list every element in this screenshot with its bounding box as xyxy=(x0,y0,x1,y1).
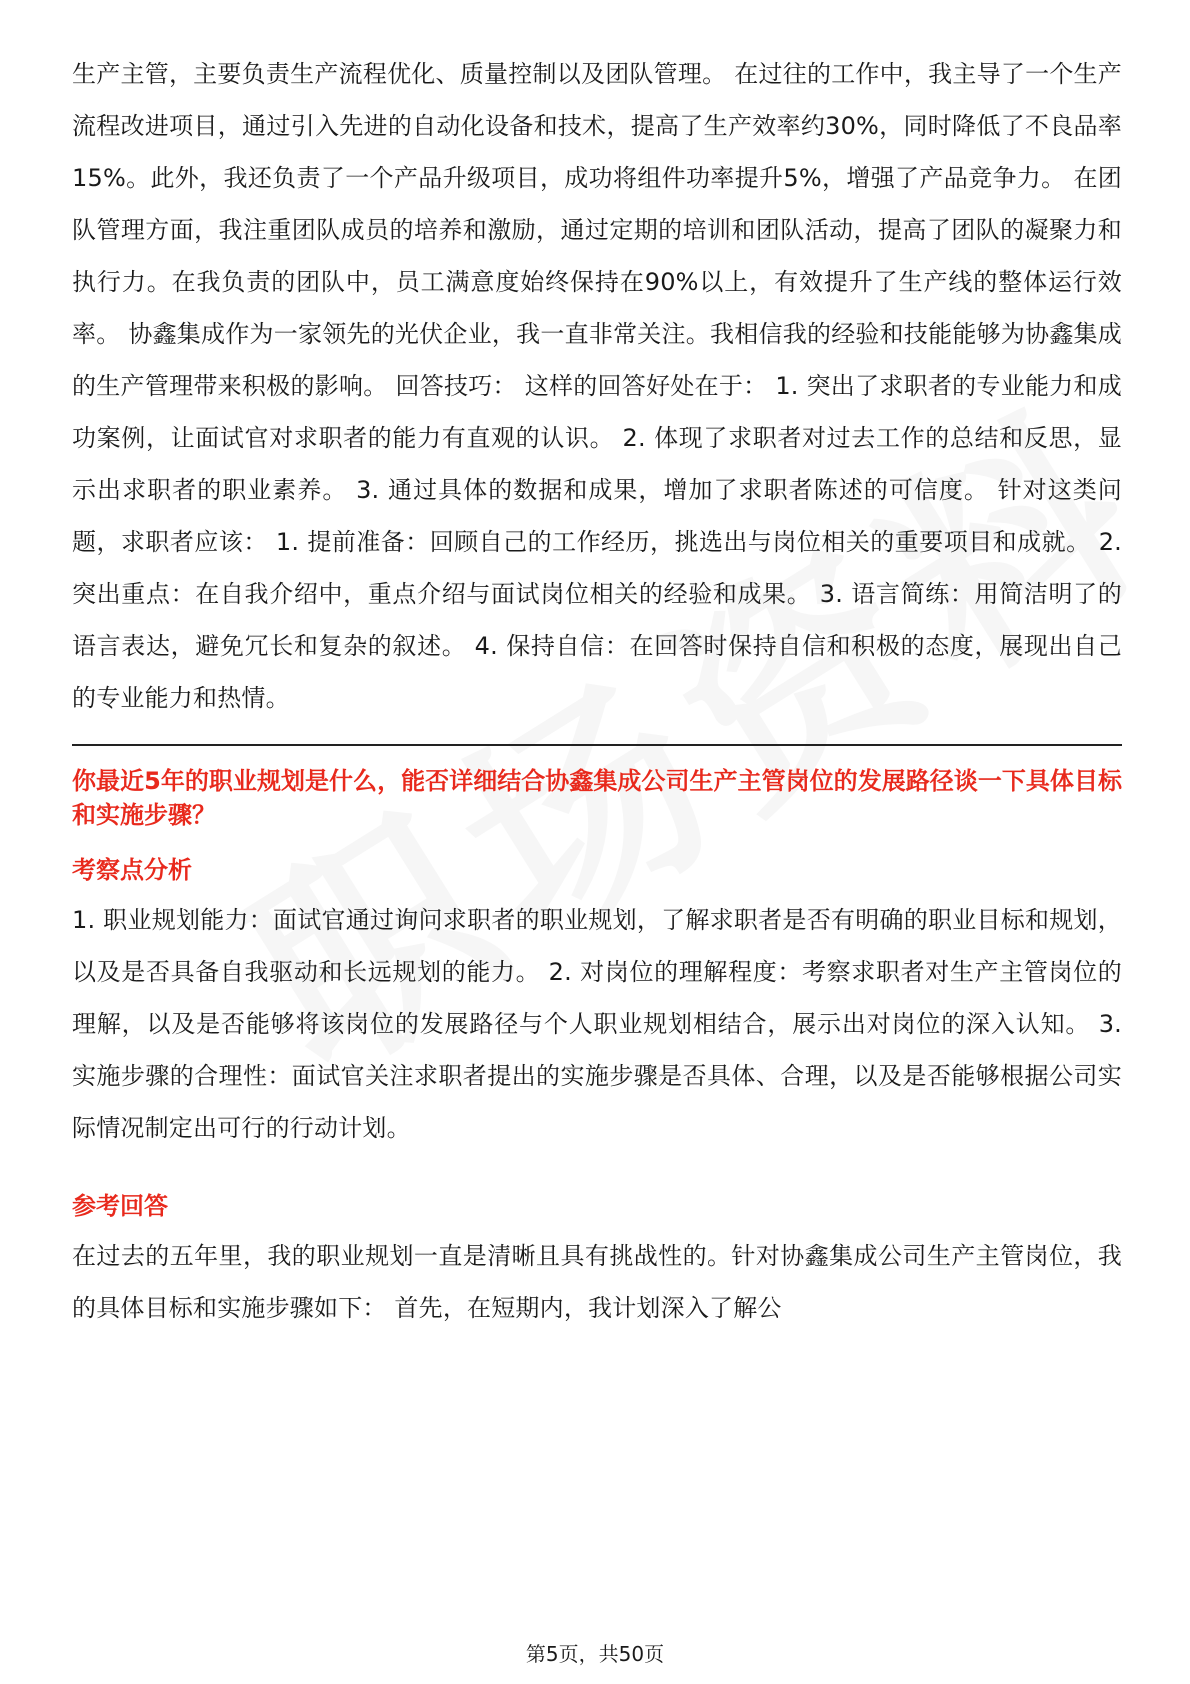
previous-answer-text: 生产主管，主要负责生产流程优化、质量控制以及团队管理。 在过往的工作中，我主导了一个生产流程改进项目，通过引入先进的自动化设备和技术，提高了生产效率约30%，同时降低了不良品率15%。此外，我还负责了一个产品升级项目，成功将组件功率提升5%，增强了产品竞争力。 在团队管理方面，我注重团队成员的培养和激励，通过定期的培训和团队活动，提高了团队的凝聚力和执行力。在我负责的团队中，员工满意度始终保持在90%以上，有效提升了生产线的整体运行效率。 协鑫集成作为一家领先的光伏企业，我一直非常关注。我相信我的经验和技能能够为协鑫集成的生产管理带来积极的影响。 回答技巧： 这样的回答好处在于： 1. 突出了求职者的专业能力和成功案例，让面试官对求职者的能力有直观的认识。 2. 体现了求职者对过去工作的总结和反思，显示出求职者的职业素养。 3. 通过具体的数据和成果，增加了求职者陈述的可信度。 针对这类问题，求职者应该： 1. 提前准备：回顾自己的工作经历，挑选出与岗位相关的重要项目和成就。 2. 突出重点：在自我介绍中，重点介绍与面试岗位相关的经验和成果。 3. 语言简练：用简洁明了的语言表达，避免冗长和复杂的叙述。 4. 保持自信：在回答时保持自信和积极的态度，展现出自己的专业能力和热情。 xyxy=(72,60,1122,712)
page-number: 第5页，共50页 xyxy=(525,1642,665,1666)
analysis-text: 1. 职业规划能力：面试官通过询问求职者的职业规划，了解求职者是否有明确的职业目标和规划，以及是否具备自我驱动和长远规划的能力。 2. 对岗位的理解程度：考察求职者对生产主管岗位的理解，以及是否能够将该岗位的发展路径与个人职业规划相结合，展示出对岗位的深入认知。 3. 实施步骤的合理性：面试官关注求职者提出的实施步骤是否具体、合理，以及是否能够根据公司实际情况制定出可行的行动计划。 xyxy=(72,906,1122,1142)
analysis-heading: 考察点分析 xyxy=(72,856,192,884)
interview-question: 你最近5年的职业规划是什么，能否详细结合协鑫集成公司生产主管岗位的发展路径谈一下具体目标和实施步骤？ xyxy=(72,767,1122,829)
reference-answer-text: 在过去的五年里，我的职业规划一直是清晰且具有挑战性的。针对协鑫集成公司生产主管岗位，我的具体目标和实施步骤如下： 首先，在短期内，我计划深入了解公 xyxy=(72,1242,1122,1322)
reference-answer-heading: 参考回答 xyxy=(72,1192,168,1220)
document-body xyxy=(72,48,1122,1334)
section-divider xyxy=(72,744,1122,746)
spacer xyxy=(72,1154,1122,1168)
